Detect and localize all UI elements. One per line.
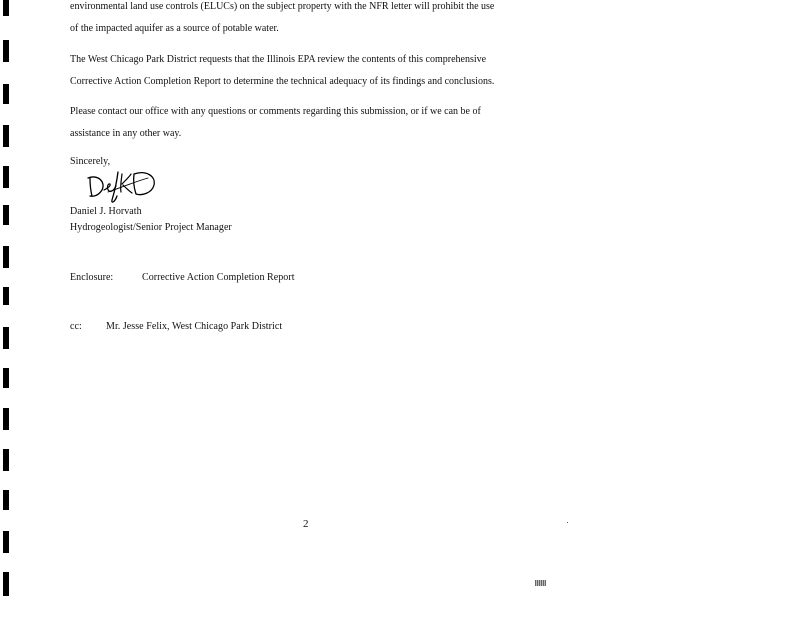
- paragraph-line: environmental land use controls (ELUCs) on the subject property with the NFR letter will prohibit the use: [70, 1, 495, 12]
- binding-mark: [3, 572, 9, 596]
- paragraph-line: Corrective Action Completion Report to determine the technical adequacy of its findings and conclusions.: [70, 76, 495, 87]
- binding-mark: [3, 246, 9, 268]
- binding-mark: [3, 368, 9, 388]
- binding-mark: [3, 166, 9, 188]
- binding-mark: [3, 84, 9, 104]
- signature-image: [84, 166, 166, 206]
- scan-stamp: [535, 580, 546, 586]
- enclosure-label: Enclosure:: [70, 272, 114, 283]
- paragraph-line: assistance in any other way.: [70, 128, 182, 139]
- scan-speck: [567, 522, 568, 523]
- binding-mark: [3, 0, 9, 16]
- closing: Sincerely,: [70, 156, 111, 167]
- page-number: 2: [303, 518, 309, 530]
- signer-title: Hydrogeologist/Senior Project Manager: [70, 222, 232, 233]
- cc-label: cc:: [70, 321, 82, 332]
- binding-mark: [3, 125, 9, 147]
- paragraph-continued: [70, 0, 560, 40]
- binding-mark: [3, 205, 9, 225]
- paragraph-contact: [70, 101, 560, 145]
- paragraph-line: of the impacted aquifer as a source of potable water.: [70, 23, 279, 34]
- binding-mark: [3, 327, 9, 349]
- paragraph-line: The West Chicago Park District requests that the Illinois EPA review the contents of this comprehensive: [70, 54, 487, 65]
- cc-value: Mr. Jesse Felix, West Chicago Park District: [106, 321, 283, 332]
- binding-mark: [3, 531, 9, 553]
- paragraph-request: [70, 49, 560, 93]
- binding-mark: [3, 490, 9, 510]
- binding-mark: [3, 449, 9, 471]
- binding-mark: [3, 287, 9, 305]
- paragraph-line: Please contact our office with any questions or comments regarding this submission, or if we can be of: [70, 106, 481, 117]
- signer-name: Daniel J. Horvath: [70, 206, 142, 217]
- binding-mark: [3, 40, 9, 62]
- enclosure-value: Corrective Action Completion Report: [142, 272, 295, 283]
- binding-mark: [3, 408, 9, 430]
